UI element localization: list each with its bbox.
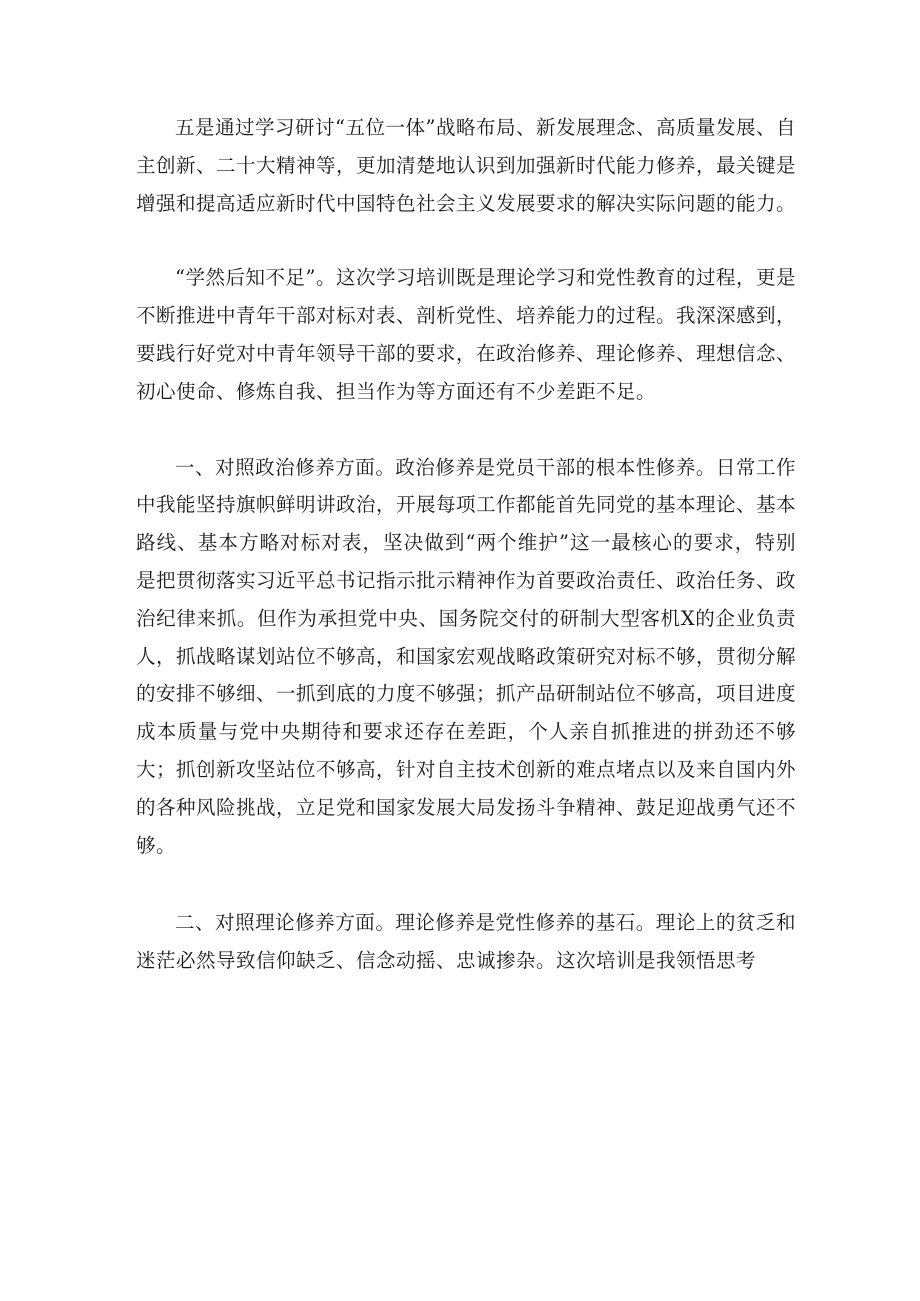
paragraph-learning-insufficiency: “学然后知不足”。这次学习培训既是理论学习和党性教育的过程，更是不断推进中青年干部对标对表、剖析党性、培养能力的过程。我深深感到，要践行好党对中青年领导干部的要求，在政治修养、理论修养、理想信念、初心使命、修炼自我、担当作为等方面还有不少差距不足。 xyxy=(136,266,797,403)
paragraph-five-learning: 五是通过学习研讨“五位一体”战略布局、新发展理念、高质量发展、自主创新、二十大精神等，更加清楚地认识到加强新时代能力修养，最关键是增强和提高适应新时代中国特色社会主义发展要求的解决实际问题的能力。 xyxy=(136,116,797,215)
paragraph-theoretical-cultivation: 二、对照理论修养方面。理论修养是党性修养的基石。理论上的贫乏和迷茫必然导致信仰缺乏、信念动摇、忠诚掺杂。这次培训是我领悟思考 xyxy=(136,911,796,973)
document-body xyxy=(136,109,796,980)
paragraph-political-cultivation: 一、对照政治修养方面。政治修养是党员干部的根本性修养。日常工作中我能坚持旗帜鲜明讲政治，开展每项工作都能首先同党的基本理论、基本路线、基本方略对标对表，坚决做到“两个维护”这一最核心的要求，特别是把贯彻落实习近平总书记指示批示精神作为首要政治责任、政治任务、政治纪律来抓。但作为承担党中央、国务院交付的研制大型客机X的企业负责人，抓战略谋划站位不够高，和国家宏观战略政策研究对标不够，贯彻分解的安排不够细、一抓到底的力度不够强；抓产品研制站位不够高，项目进度成本质量与党中央期待和要求还存在差距，个人亲自抓推进的拼劲还不够大；抓创新攻坚站位不够高，针对自主技术创新的难点堵点以及来自国内外的各种风险挑战，立足党和国家发展大局发扬斗争精神、鼓足迎战勇气还不够。 xyxy=(136,455,797,857)
